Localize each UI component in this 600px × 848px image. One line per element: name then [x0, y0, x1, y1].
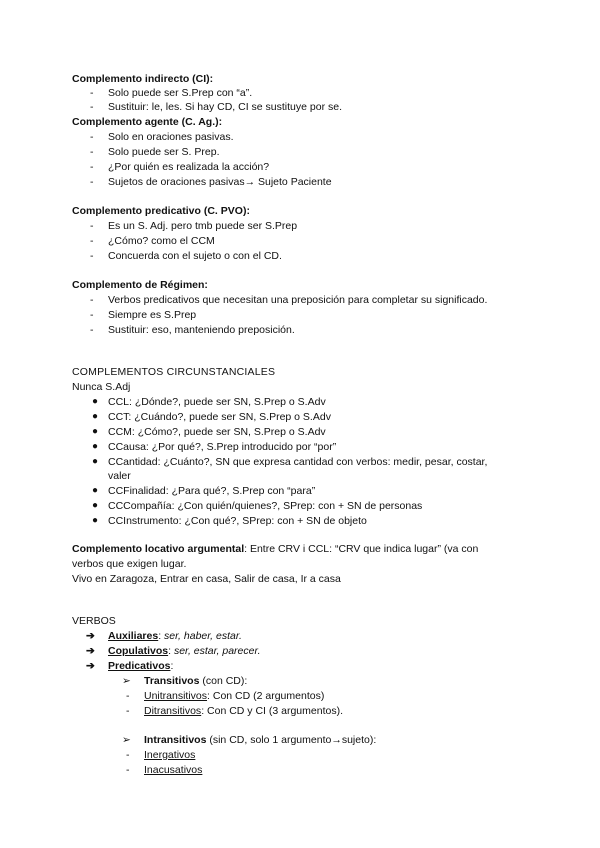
list-item: - ¿Cómo? como el CCM	[90, 235, 215, 247]
list-item-unitransitivos: - Unitransitivos: Con CD (2 argumentos)	[126, 690, 325, 702]
list-item: - Es un S. Adj. pero tmb puede ser S.Prep	[90, 220, 298, 232]
list-item: ● CCL: ¿Dónde?, puede ser SN, S.Prep o S.Adv	[92, 396, 326, 408]
verbos-heading: VERBOS	[72, 615, 116, 627]
cpvo-heading: Complemento predicativo (C. PVO):	[72, 205, 250, 217]
list-item: - Concuerda con el sujeto o con el CD.	[90, 250, 282, 262]
creg-heading: Complemento de Régimen:	[72, 279, 208, 291]
list-item-copulativos: ➔ Copulativos: ser, estar, parecer.	[86, 645, 261, 657]
list-item-auxiliares: ➔ Auxiliares: ser, haber, estar.	[86, 630, 242, 642]
list-item: ● CCausa: ¿Por qué?, S.Prep introducido por “por”	[92, 441, 337, 453]
list-item-continuation: valer	[108, 470, 131, 482]
ci-heading: Complemento indirecto (CI):	[72, 73, 214, 85]
list-item-inacusativos: - Inacusativos	[126, 764, 203, 776]
list-item: ● CCInstrumento: ¿Con qué?, SPrep: con + SN de objeto	[92, 515, 367, 527]
list-item: - Solo puede ser S.Prep con “a”.	[90, 87, 253, 99]
cc-note: Nunca S.Adj	[72, 381, 131, 393]
list-item: - Siempre es S.Prep	[90, 309, 197, 321]
list-item: - Sustituir: le, les. Si hay CD, CI se sustituye por se.	[90, 101, 343, 113]
list-item: - Sujetos de oraciones pasivas→ Sujeto Paciente	[90, 176, 332, 188]
list-item: - ¿Por quién es realizada la acción?	[90, 161, 270, 173]
list-item: ● CCT: ¿Cuándo?, puede ser SN, S.Prep o S.Adv	[92, 411, 331, 423]
cla-paragraph-line2: verbos que exigen lugar.	[72, 558, 187, 570]
list-item-predicativos: ➔ Predicativos:	[86, 660, 174, 672]
cag-heading: Complemento agente (C. Ag.):	[72, 116, 223, 128]
list-item: ● CCM: ¿Cómo?, puede ser SN, S.Prep o S.Adv	[92, 426, 326, 438]
list-item: - Solo puede ser S. Prep.	[90, 146, 220, 158]
cla-examples: Vivo en Zaragoza, Entrar en casa, Salir de casa, Ir a casa	[72, 573, 341, 585]
list-item-transitivos: ➢ Transitivos (con CD):	[122, 675, 248, 687]
list-item: ● CCCompañía: ¿Con quién/quienes?, SPrep: con + SN de personas	[92, 500, 423, 512]
list-item-ditransitivos: - Ditransitivos: Con CD y CI (3 argumentos).	[126, 705, 343, 717]
list-item: ● CCFinalidad: ¿Para qué?, S.Prep con “para”	[92, 485, 316, 497]
list-item: - Solo en oraciones pasivas.	[90, 131, 234, 143]
list-item-inergativos: - Inergativos	[126, 749, 196, 761]
list-item: - Verbos predicativos que necesitan una preposición para completar su significado.	[90, 294, 488, 306]
list-item: ● CCantidad: ¿Cuánto?, SN que expresa cantidad con verbos: medir, pesar, costar,	[92, 456, 488, 468]
cla-paragraph-line1: Complemento locativo argumental: Entre CRV i CCL: “CRV que indica lugar” (va con	[72, 543, 479, 555]
cc-heading: COMPLEMENTOS CIRCUNSTANCIALES	[72, 366, 276, 378]
list-item: - Sustituir: eso, manteniendo preposición.	[90, 324, 295, 336]
list-item-intransitivos: ➢ Intransitivos (sin CD, solo 1 argumento→sujeto):	[122, 734, 377, 746]
